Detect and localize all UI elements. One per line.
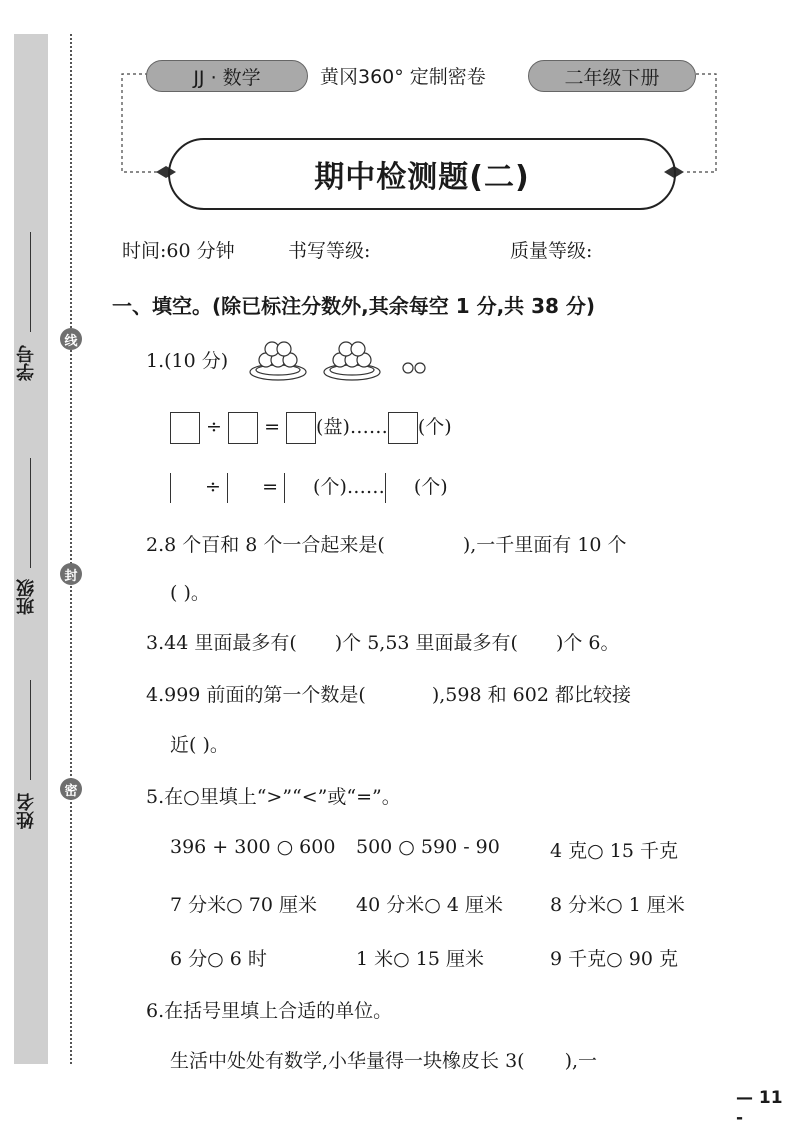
- brand-text: 黄冈360° 定制密卷: [320, 66, 486, 88]
- q6-text-a: 生活中处处有数学,小华量得一块橡皮长 3(: [170, 1050, 525, 1072]
- q2-text-a: 2.8 个百和 8 个一合起来是(: [146, 534, 385, 556]
- q2-line-1: [146, 530, 627, 557]
- section-1-heading: 一、填空。(除已标注分数外,其余每空 1 分,共 38 分): [112, 294, 596, 318]
- page-title: 期中检测题(二): [314, 160, 530, 195]
- writing-grade-label: 书写等级:: [288, 240, 371, 262]
- q4-text-a: 4.999 前面的第一个数是(: [146, 684, 366, 706]
- q5-row-2-col-3[interactable]: 8 分米○ 1 厘米: [550, 894, 685, 916]
- q3-text-b: )个 5,53 里面最多有(: [334, 632, 518, 654]
- unit-text: (盘): [316, 416, 350, 438]
- subject-badge: JJ · 数学: [146, 60, 308, 92]
- fruit-plates-illustration: [248, 334, 438, 386]
- q4-line-2: 近( )。: [170, 734, 229, 756]
- cut-mark-seal: 封: [60, 563, 82, 585]
- q5-row-3-col-3[interactable]: 9 千克○ 90 克: [550, 948, 678, 970]
- quality-grade-label: 质量等级:: [510, 240, 593, 262]
- answer-box[interactable]: [286, 412, 316, 444]
- student-id-label: 学号: [16, 345, 37, 381]
- name-line: [30, 680, 31, 780]
- unit-text: (个): [413, 476, 448, 498]
- q5-row-1-col-2[interactable]: 500 ○ 590 - 90: [356, 836, 500, 858]
- answer-box[interactable]: [227, 473, 256, 503]
- q2-line-2: ( )。: [170, 582, 210, 604]
- cut-mark-secret: 密: [60, 778, 82, 800]
- apple-plate-icon: [250, 342, 306, 380]
- exam-time: 时间:60 分钟: [122, 240, 235, 262]
- student-id-line: [30, 232, 31, 332]
- answer-box[interactable]: [170, 473, 199, 503]
- q6-instruction: 6.在括号里填上合适的单位。: [146, 1000, 393, 1022]
- unit-text: (个): [313, 476, 347, 498]
- remainder-dots: ……: [349, 416, 388, 438]
- divide-sign: ÷: [206, 416, 222, 438]
- equals-sign: =: [264, 416, 280, 438]
- answer-box[interactable]: [170, 412, 200, 444]
- q5-instruction: 5.在○里填上“>”“<”或“=”。: [146, 786, 401, 808]
- q3-text-a: 3.44 里面最多有(: [146, 632, 297, 654]
- q5-row-3-col-1[interactable]: 6 分○ 6 时: [170, 948, 267, 970]
- equals-sign: =: [262, 476, 278, 498]
- answer-box[interactable]: [284, 473, 313, 503]
- remainder-dots: ……: [346, 476, 385, 498]
- class-label: 班级: [16, 579, 37, 615]
- grade-badge: 二年级下册: [528, 60, 696, 92]
- q5-row-1-col-3[interactable]: 4 克○ 15 千克: [550, 840, 678, 862]
- q5-row-2-col-2[interactable]: 40 分米○ 4 厘米: [356, 894, 503, 916]
- q5-row-2-col-1[interactable]: 7 分米○ 70 厘米: [170, 894, 317, 916]
- answer-box[interactable]: [385, 473, 414, 503]
- answer-box[interactable]: [228, 412, 258, 444]
- q1-row-2: [170, 472, 448, 503]
- apple-plate-icon: [324, 342, 380, 380]
- q3-text-c: )个 6。: [555, 632, 620, 654]
- q5-row-3-col-2[interactable]: 1 米○ 15 厘米: [356, 948, 484, 970]
- cut-mark-line: 线: [60, 328, 82, 350]
- q3-line: [146, 628, 620, 655]
- class-line: [30, 458, 31, 568]
- divide-sign: ÷: [205, 476, 221, 498]
- q1-row-1: [170, 412, 452, 444]
- q4-line-1: [146, 680, 631, 707]
- q2-text-b: ),一千里面有 10 个: [462, 534, 627, 556]
- q1-label: 1.(10 分): [146, 350, 229, 372]
- title-box: [168, 138, 676, 210]
- answer-box[interactable]: [388, 412, 418, 444]
- loose-apples-icon: [403, 363, 425, 373]
- q6-line-1: [170, 1046, 597, 1073]
- unit-text: (个): [417, 416, 452, 438]
- page-number: — 11 -: [736, 1088, 783, 1128]
- name-label: 姓名: [16, 793, 37, 829]
- q4-text-b: ),598 和 602 都比较接: [431, 684, 631, 706]
- q5-row-1-col-1[interactable]: 396 + 300 ○ 600: [170, 836, 336, 858]
- q6-text-b: ),一: [564, 1050, 598, 1072]
